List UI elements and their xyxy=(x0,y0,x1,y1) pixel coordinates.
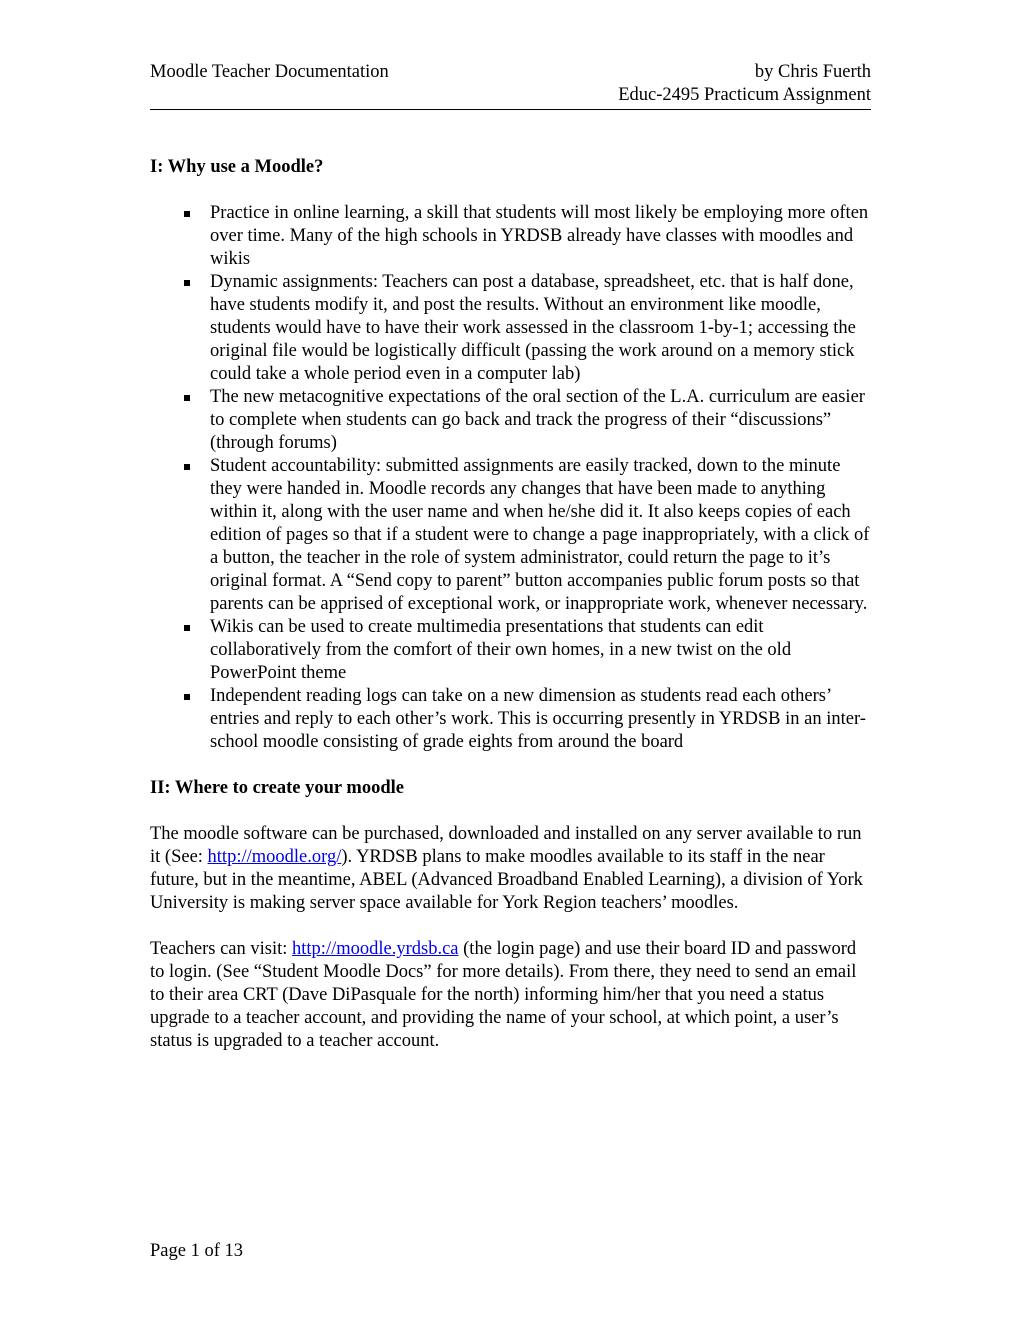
paragraph-text: ). YRDSB plans to make moodles available to its staff in the near future, but in the meantime, ABEL (Advanced Broadband Enabled Learning), a division of York University is making server space available for York Region teachers’ moodles. xyxy=(150,847,863,913)
moodle-yrdsb-link[interactable]: http://moodle.yrdsb.ca xyxy=(292,939,459,959)
reasons-list xyxy=(150,202,875,754)
list-item-text: Independent reading logs can take on a new dimension as students read each others’ entries and reply to each other’s work. This is occurring presently in YRDSB in an inter-school moodle consisting of grade eights from around the board xyxy=(210,686,866,752)
list-item xyxy=(150,271,875,386)
square-bullet-icon xyxy=(184,625,190,631)
list-item-text: Student accountability: submitted assignments are easily tracked, down to the minute they were handed in. Moodle records any changes that have been made to anything within it, along with the user name and when he/she did it. It also keeps copies of each edition of pages so that if a student were to change a page inappropriately, with a click of a button, the teacher in the role of system administrator, could return the page to it’s original format. A “Send copy to parent” button accompanies public forum posts so that parents can be apprised of exceptional work, or inappropriate work, whenever necessary. xyxy=(210,456,870,614)
document-body xyxy=(150,156,875,1076)
paragraph-software xyxy=(150,823,875,915)
square-bullet-icon xyxy=(184,464,190,470)
paragraph-text: (the login page) and use their board ID and password to login. (See “Student Moodle Docs” for more details). From there, they need to send an email to their area CRT (Dave DiPasquale for the north) informing him/her that you need a status upgrade to a teacher account, and providing the name of your school, at which point, a user’s status is upgraded to a teacher account. xyxy=(150,939,857,1051)
course-name: Educ-2495 Practicum Assignment xyxy=(618,85,871,105)
list-item xyxy=(150,685,875,754)
paragraph-text: Teachers can visit: xyxy=(150,939,293,959)
list-item-text: The new metacognitive expectations of the oral section of the L.A. curriculum are easier to complete when students can go back and track the progress of their “discussions” (through forums) xyxy=(210,387,865,453)
square-bullet-icon xyxy=(184,211,190,217)
square-bullet-icon xyxy=(184,694,190,700)
list-item xyxy=(150,202,875,271)
list-item xyxy=(150,386,875,455)
paragraph-login xyxy=(150,938,875,1053)
section-heading-where: II: Where to create your moodle xyxy=(150,778,404,798)
author-byline: by Chris Fuerth xyxy=(754,62,871,82)
page-header xyxy=(150,61,871,110)
list-item xyxy=(150,616,875,685)
list-item-text: Dynamic assignments: Teachers can post a database, spreadsheet, etc. that is half done, have students modify it, and post the results. Without an environment like moodle, students would have to have their work assessed in the classroom 1-by-1; accessing the original file would be logistically difficult (passing the work around on a memory stick could take a whole period even in a computer lab) xyxy=(210,272,856,384)
paragraph-text: The moodle software can be purchased, downloaded and installed on any server available to run it (See: xyxy=(150,824,862,867)
list-item-text: Wikis can be used to create multimedia presentations that students can edit collaboratively from the comfort of their own homes, in a new twist on the old PowerPoint theme xyxy=(210,617,792,683)
moodle-org-link[interactable]: http://moodle.org/ xyxy=(207,847,342,867)
square-bullet-icon xyxy=(184,280,190,286)
section-heading-why: I: Why use a Moodle? xyxy=(150,157,324,177)
page-number: Page 1 of 13 xyxy=(150,1241,243,1261)
square-bullet-icon xyxy=(184,395,190,401)
document-title: Moodle Teacher Documentation xyxy=(150,62,389,82)
list-item xyxy=(150,455,875,616)
list-item-text: Practice in online learning, a skill that students will most likely be employing more often over time. Many of the high schools in YRDSB already have classes with moodles and wikis xyxy=(210,203,869,269)
header-right xyxy=(618,61,871,107)
